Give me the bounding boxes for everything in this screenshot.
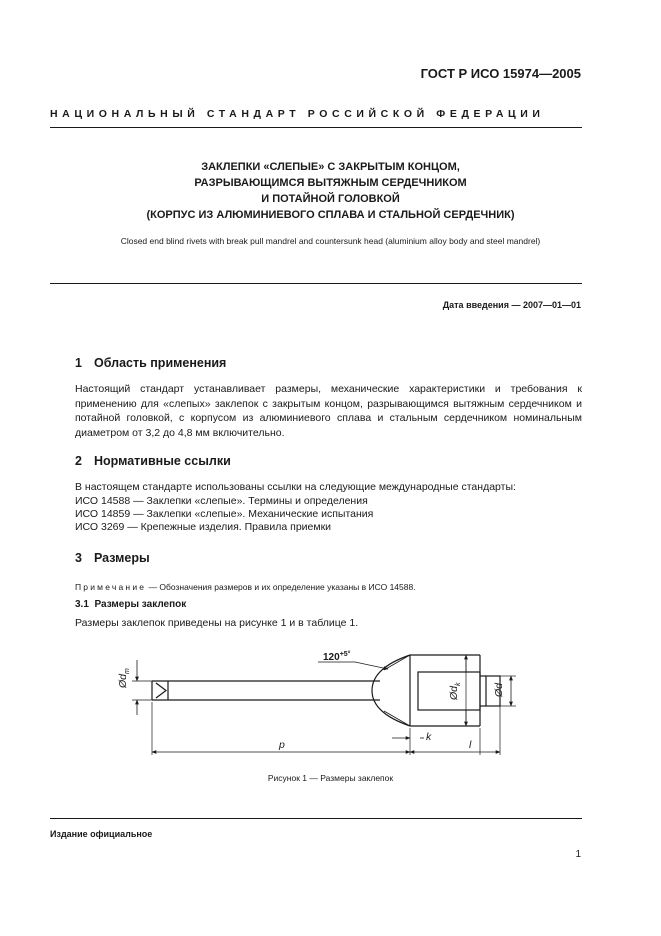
section-number: 3	[75, 551, 82, 565]
countersink-lower	[384, 711, 410, 726]
english-title: Closed end blind rivets with break pull mandrel and countersunk head (aluminium alloy body and steel mandrel)	[120, 236, 541, 246]
national-standard-banner: НАЦИОНАЛЬНЫЙ СТАНДАРТ РОССИЙСКОЙ ФЕДЕРАЦИИ	[50, 108, 545, 120]
section-number: 1	[75, 356, 82, 370]
mandrel-tip-triangle	[156, 683, 166, 698]
page-number: 1	[575, 849, 581, 860]
footer-rule	[50, 818, 582, 819]
section-title: Размеры	[94, 551, 150, 565]
figure-caption: Рисунок 1 — Размеры заклепок	[267, 773, 394, 783]
references-intro: В настоящем стандарте использованы ссылки на следующие международные стандарты:	[75, 481, 516, 493]
countersink-upper	[384, 655, 410, 670]
reference-item: ИСО 14588 — Заклепки «слепые». Термины и определения	[75, 495, 368, 507]
dim-l-label: l	[469, 739, 472, 751]
reference-item: ИСО 14859 — Заклепки «слепые». Механические испытания	[75, 508, 374, 520]
section-number: 2	[75, 454, 82, 468]
dim-dk-label: $Ød_k$	[448, 682, 462, 700]
dim-p-label: p	[279, 739, 285, 751]
dim-d-label: Ød	[493, 682, 505, 697]
scope-paragraph: Настоящий стандарт устанавливает размеры, механические характеристики и требования к применению для «слепых» заклепок с закрытым концом, разрывающимся вытяжным сердечником и потайной головкой, с корпусом из алюминиевого сплава и стальным сердечником номинальным диаметром от 3,2 до 4,8 мм включительно.	[75, 383, 582, 439]
section-title: Нормативные ссылки	[94, 454, 231, 468]
title-line: РАЗРЫВАЮЩИМСЯ ВЫТЯЖНЫМ СЕРДЕЧНИКОМ	[194, 177, 467, 189]
subsection-text: Размеры заклепок приведены на рисунке 1 и в таблице 1.	[75, 617, 359, 629]
note-label: Примечание	[75, 582, 147, 592]
dim-k-label: k	[426, 731, 432, 743]
subsection-title: Размеры заклепок	[94, 599, 187, 610]
introduction-date: Дата введения — 2007—01—01	[442, 300, 581, 310]
section-title: Область применения	[94, 356, 227, 370]
title-line: И ПОТАЙНОЙ ГОЛОВКОЙ	[261, 193, 400, 205]
title-line: ЗАКЛЕПКИ «СЛЕПЫЕ» С ЗАКРЫТЫМ КОНЦОМ,	[201, 161, 460, 173]
reference-item: ИСО 3269 — Крепежные изделия. Правила приемки	[75, 521, 332, 533]
edition-label: Издание официальное	[50, 829, 153, 839]
subsection-number: 3.1	[75, 599, 89, 610]
note-text: — Обозначения размеров и их определение указаны в ИСО 14588.	[146, 582, 416, 592]
dim-dm-label: $Ød_m$	[117, 668, 131, 688]
title-line: (КОРПУС ИЗ АЛЮМИНИЕВОГО СПЛАВА И СТАЛЬНОЙ СЕРДЕЧНИК)	[146, 209, 515, 221]
standard-number: ГОСТ Р ИСО 15974—2005	[420, 66, 581, 81]
rivet-drawing	[132, 655, 516, 755]
angle-label: $120^{+5^\circ}$	[323, 651, 351, 663]
